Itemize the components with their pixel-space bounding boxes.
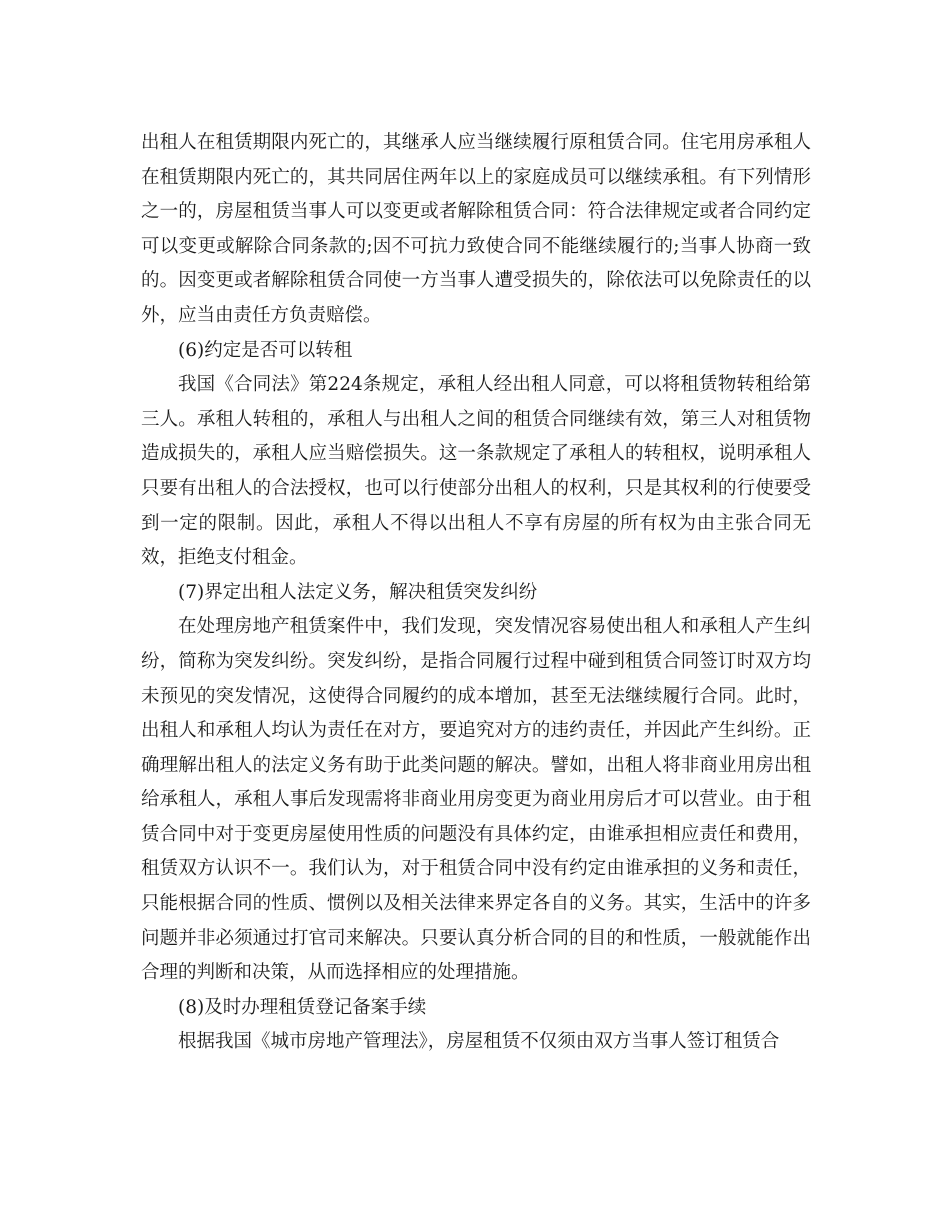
section-heading-8: (8)及时办理租赁登记备案手续 xyxy=(178,996,427,1018)
section-heading-7: (7)界定出租人法定义务，解决租赁突发纠纷 xyxy=(178,581,538,603)
paragraph-registration: 根据我国《城市房地产管理法》，房屋租赁不仅须由双方当事人签订租赁合 xyxy=(178,1031,780,1053)
paragraph-sublease: 我国《合同法》第224条规定，承租人经出租人同意，可以将租赁物转租给第三人。承租人转租的，承租人与出租人之间的租赁合同继续有效，第三人对租赁物造成损失的，承租人应当赔偿损失。这一条款规定了承租人的转租权，说明承租人只要有出租人的合法授权，也可以行使部分出租人的权利，只是其权利的行使要受到一定的限制。因此，承租人不得以出租人不享有房屋的所有权为由主张合同无效，拒绝支付租金。 xyxy=(141,374,811,569)
section-heading-6: (6)约定是否可以转租 xyxy=(178,339,353,361)
paragraph-continuation: 出租人在租赁期限内死亡的，其继承人应当继续履行原租赁合同。住宅用房承租人在租赁期限内死亡的，其共同居住两年以上的家庭成员可以继续承租。有下列情形之一的，房屋租赁当事人可以变更或者解除租赁合同：符合法律规定或者合同约定可以变更或解除合同条款的;因不可抗力致使合同不能继续履行的;当事人协商一致的。因变更或者解除租赁合同使一方当事人遭受损失的，除依法可以免除责任的以外，应当由责任方负责赔偿。 xyxy=(141,132,811,326)
paragraph-sudden-dispute: 在处理房地产租赁案件中，我们发现，突发情况容易使出租人和承租人产生纠纷，简称为突发纠纷。突发纠纷，是指合同履行过程中碰到租赁合同签订时双方均未预见的突发情况，这使得合同履约的成本增加，甚至无法继续履行合同。此时，出租人和承租人均认为责任在对方，要追究对方的违约责任，并因此产生纠纷。正确理解出租人的法定义务有助于此类问题的解决。譬如，出租人将非商业用房出租给承租人，承租人事后发现需将非商业用房变更为商业用房后才可以营业。由于租赁合同中对于变更房屋使用性质的问题没有具体约定，由谁承担相应责任和费用，租赁双方认识不一。我们认为，对于租赁合同中没有约定由谁承担的义务和责任，只能根据合同的性质、惯例以及相关法律来界定各自的义务。其实，生活中的许多问题并非必须通过打官司来解决。只要认真分析合同的目的和性质，一般就能作出合理的判断和决策，从而选择相应的处理措施。 xyxy=(141,616,811,984)
document-body xyxy=(141,126,811,1060)
